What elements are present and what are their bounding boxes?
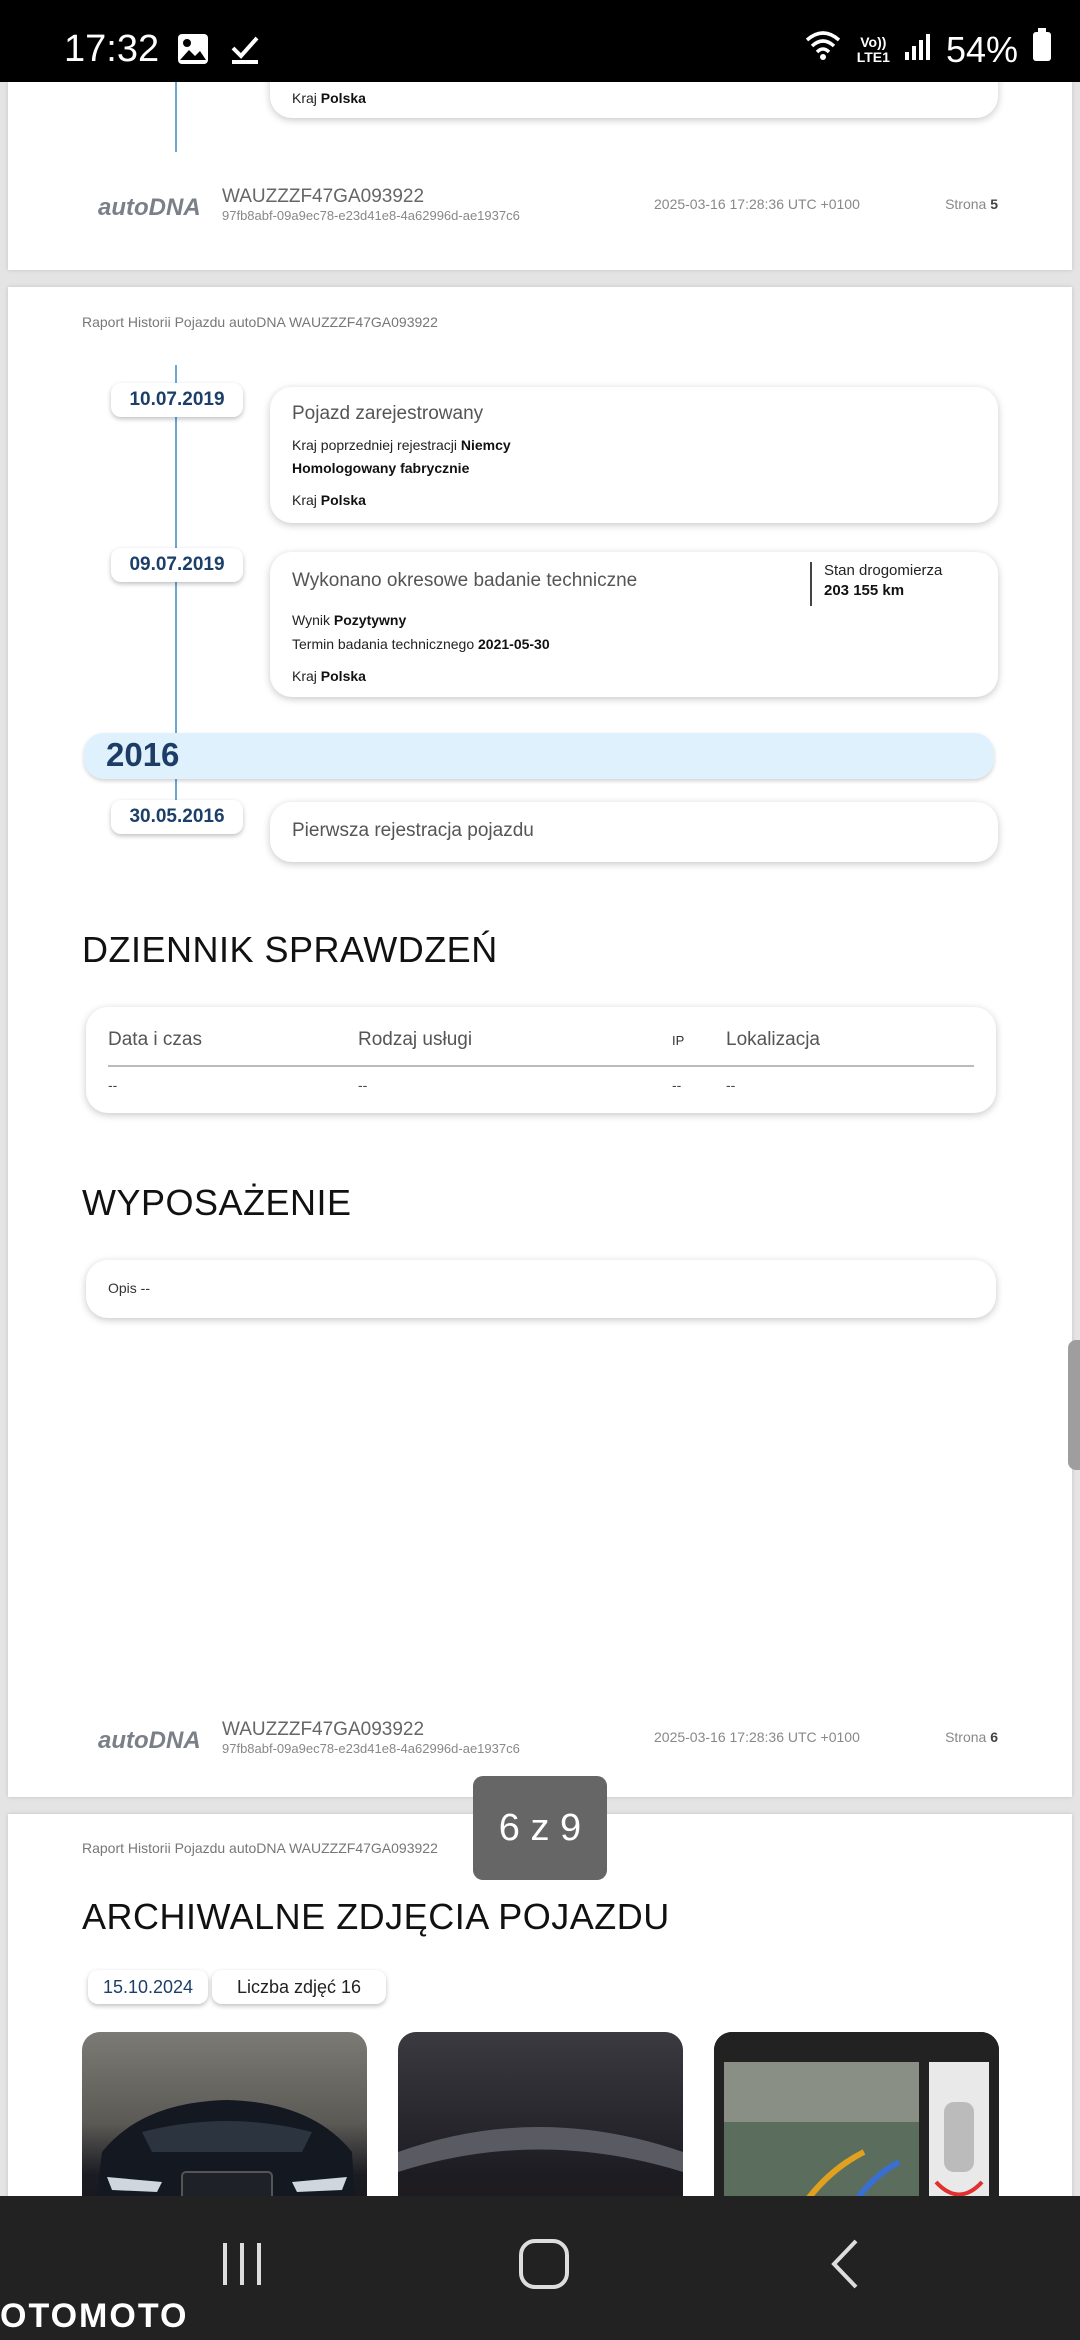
wifi-icon: [803, 28, 843, 71]
footer-hash: 97fb8abf-09a9ec78-e23d41e8-4a62996d-ae1937c6: [222, 208, 520, 223]
battery-icon: [1032, 28, 1052, 71]
footer-page-number: Strona 6: [945, 1729, 998, 1745]
event-date: 10.07.2019: [111, 383, 243, 417]
home-button[interactable]: [494, 2224, 594, 2304]
event-card-first-registration: [270, 802, 998, 862]
table-cell: --: [672, 1077, 682, 1093]
download-done-icon: [228, 32, 262, 71]
recent-apps-button[interactable]: [192, 2224, 292, 2304]
column-header: IP: [672, 1033, 685, 1048]
otomoto-logo: OTOMOTO: [0, 2297, 189, 2335]
year-divider: 2016: [84, 733, 994, 779]
event-card-inspection: Wykonano okresowe badanie techniczne Wynik Pozytywny Termin badania technicznego 2021-05-30 Kraj Polska Stan drogomierza 203 155 km: [270, 552, 998, 697]
table-divider: [108, 1065, 974, 1067]
home-icon: [517, 2237, 571, 2291]
checks-table: [86, 1007, 996, 1113]
autodna-logo: autoDNA: [98, 1727, 201, 1754]
timeline-line: [175, 82, 177, 152]
photo-count: Liczba zdjęć 16: [212, 1970, 386, 2004]
battery-percent: 54%: [945, 28, 1018, 70]
page-header: Raport Historii Pojazdu autoDNA WAUZZZF47GA093922: [82, 314, 438, 330]
equipment-card: [86, 1260, 996, 1318]
page-header: Raport Historii Pojazdu autoDNA WAUZZZF47GA093922: [82, 1840, 438, 1856]
event-card-registered: Pojazd zarejestrowany Kraj poprzedniej rejestracji Niemcy Homologowany fabrycznie Kraj Polska: [270, 387, 998, 523]
footer-vin: WAUZZZF47GA093922: [222, 186, 425, 207]
section-title-checks: DZIENNIK SPRAWDZEŃ: [82, 929, 498, 970]
back-icon: [826, 2237, 866, 2291]
footer-page-number: Strona 5: [945, 196, 998, 212]
back-button[interactable]: [796, 2224, 896, 2304]
table-cell: --: [358, 1077, 368, 1093]
status-bar: [0, 0, 1080, 82]
section-title-photos: ARCHIWALNE ZDJĘCIA POJAZDU: [82, 1896, 670, 1937]
event-title: Wykonano okresowe badanie techniczne: [292, 570, 638, 591]
event-card: Kraj Polska: [270, 82, 998, 118]
status-time: 17:32: [64, 28, 160, 70]
report-page-5: [8, 82, 1072, 270]
footer-date: 2025-03-16 17:28:36 UTC +0100: [654, 1729, 860, 1745]
odometer: Stan drogomierza 203 155 km: [810, 562, 942, 606]
photo-date: 15.10.2024: [88, 1970, 208, 2004]
event-date: 09.07.2019: [111, 548, 243, 582]
column-header: Rodzaj usługi: [358, 1029, 473, 1050]
section-title-equipment: WYPOSAŻENIE: [82, 1182, 352, 1223]
column-header: Data i czas: [108, 1029, 202, 1050]
signal-icon: [904, 29, 932, 71]
equipment-description: Opis --: [108, 1280, 150, 1296]
scrollbar-handle[interactable]: [1068, 1340, 1080, 1470]
event-title: Pierwsza rejestracja pojazdu: [292, 820, 534, 841]
recent-apps-icon: [217, 2239, 267, 2289]
footer-date: 2025-03-16 17:28:36 UTC +0100: [654, 196, 860, 212]
event-title: Pojazd zarejestrowany: [292, 403, 484, 424]
table-cell: --: [108, 1077, 118, 1093]
footer-hash: 97fb8abf-09a9ec78-e23d41e8-4a62996d-ae1937c6: [222, 1741, 520, 1756]
table-cell: --: [726, 1077, 736, 1093]
page-counter: 6 z 9: [473, 1776, 607, 1880]
navigation-bar: [0, 2196, 1080, 2340]
autodna-logo: autoDNA: [98, 194, 201, 221]
footer-vin: WAUZZZF47GA093922: [222, 1719, 425, 1740]
event-date: 30.05.2016: [111, 800, 243, 834]
gallery-icon: [176, 32, 210, 71]
report-page-6: [8, 287, 1072, 1797]
column-header: Lokalizacja: [726, 1029, 820, 1050]
lte-indicator: Vo)) LTE1: [856, 33, 890, 65]
